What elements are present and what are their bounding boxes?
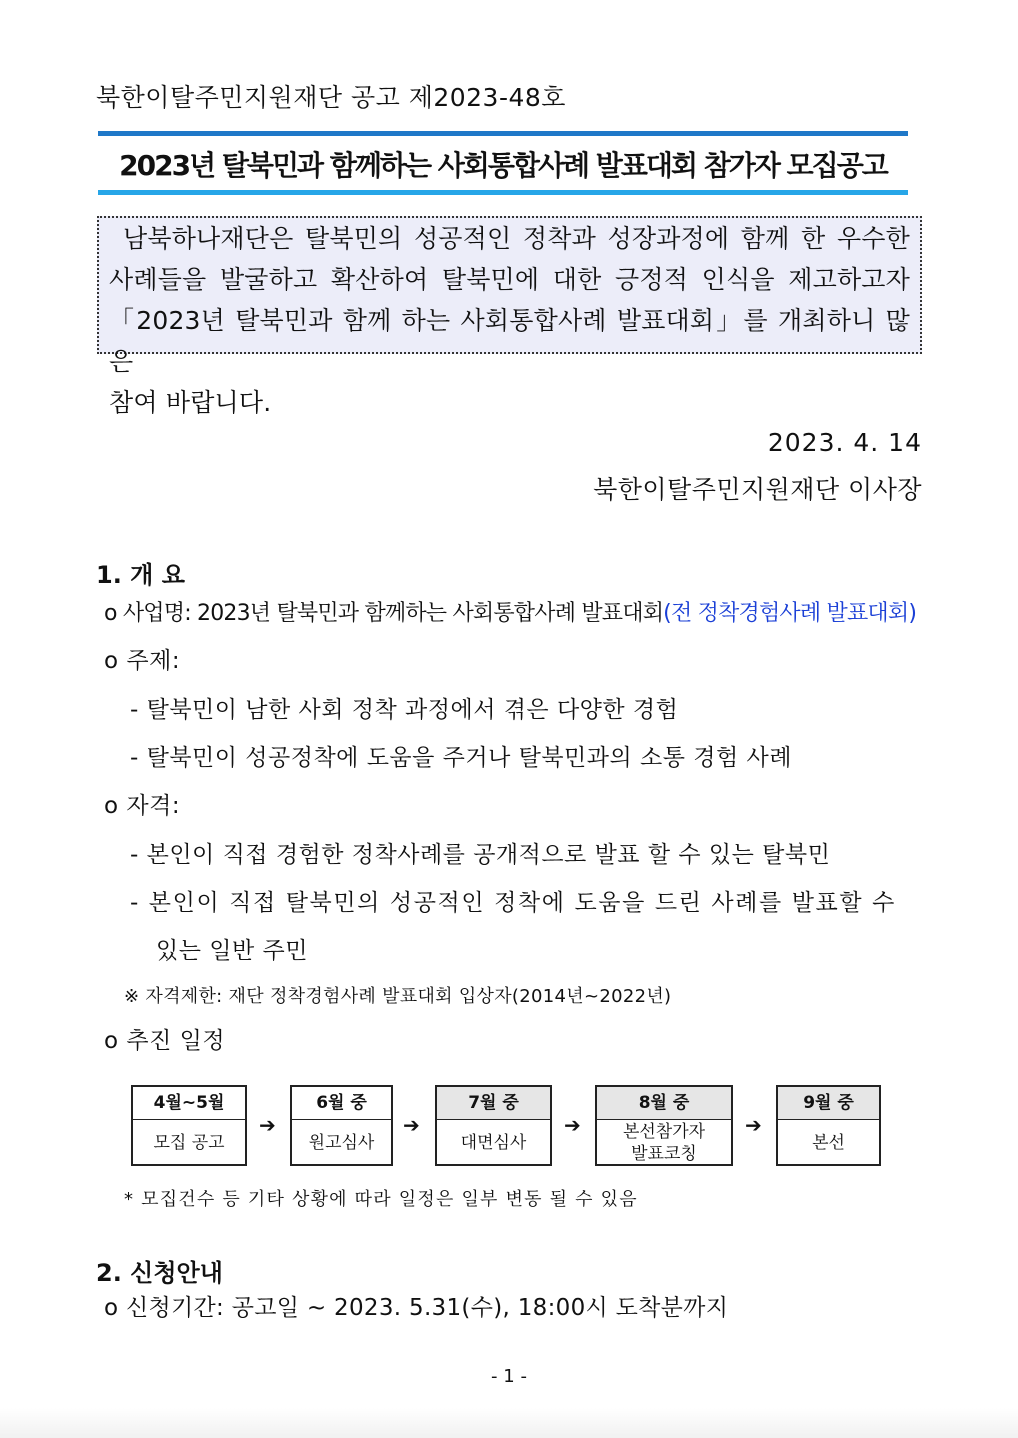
qualification-item-2-cont: 있는 일반 주민 bbox=[156, 938, 308, 964]
arrow-right-icon: ➔ bbox=[564, 1113, 581, 1137]
schedule-label: o 추진 일정 bbox=[104, 1028, 226, 1054]
topic-item-2: - 탈북민이 성공정착에 도움을 주거나 탈북민과의 소통 경험 사례 bbox=[130, 745, 792, 771]
intro-line-1: 남북하나재단은 탈북민의 성공적인 정착과 성장과정에 함께 한 우수한 bbox=[123, 224, 910, 253]
arrow-right-icon: ➔ bbox=[403, 1113, 420, 1137]
schedule-step-4-task bbox=[597, 1120, 731, 1165]
schedule-step-1-task: 모집 공고 bbox=[153, 1132, 225, 1153]
schedule-step-5-period: 9월 중 bbox=[778, 1087, 879, 1120]
notice-number: 북한이탈주민지원재단 공고 제2023-48호 bbox=[96, 83, 566, 112]
project-name-line bbox=[104, 596, 916, 627]
schedule-step-5-task: 본선 bbox=[812, 1132, 845, 1153]
schedule-step-4-period: 8월 중 bbox=[597, 1087, 731, 1120]
qualification-item-1: - 본인이 직접 경험한 정착사례를 공개적으로 발표 할 수 있는 탈북민 bbox=[130, 842, 831, 868]
schedule-step-4 bbox=[595, 1085, 733, 1166]
intro-line-4: 참여 바랍니다. bbox=[109, 388, 272, 417]
section-2-heading: 2. 신청안내 bbox=[96, 1259, 223, 1287]
project-name: o 사업명: 2023년 탈북민과 함께하는 사회통합사례 발표대회 bbox=[104, 601, 664, 626]
schedule-note: * 모집건수 등 기타 상황에 따라 일정은 일부 변동 될 수 있음 bbox=[124, 1189, 638, 1210]
schedule-step-3-task: 대면심사 bbox=[460, 1132, 527, 1153]
schedule-step-5 bbox=[776, 1085, 881, 1166]
schedule-step-2 bbox=[290, 1085, 393, 1166]
schedule-step-1-period: 4월~5월 bbox=[133, 1087, 245, 1120]
arrow-right-icon: ➔ bbox=[745, 1113, 762, 1137]
notice-date: 2023. 4. 14 bbox=[767, 428, 922, 457]
project-former-name: (전 정착경험사례 발표대회) bbox=[663, 601, 917, 626]
page-number: - 1 - bbox=[491, 1366, 527, 1387]
schedule-step-4-task-line-2: 발표코칭 bbox=[631, 1143, 697, 1164]
issuer: 북한이탈주민지원재단 이사장 bbox=[593, 475, 922, 504]
intro-line-2: 사례들을 발굴하고 확산하여 탈북민에 대한 긍정적 인식을 제고하고자 bbox=[109, 265, 910, 294]
topic-item-1: - 탈북민이 남한 사회 정착 과정에서 겪은 다양한 경험 bbox=[130, 697, 679, 723]
schedule-step-2-task: 원고심사 bbox=[308, 1132, 375, 1153]
schedule-step-3 bbox=[435, 1085, 552, 1166]
schedule-step-3-period: 7월 중 bbox=[437, 1087, 550, 1120]
page-bottom-shade bbox=[0, 1408, 1018, 1438]
topic-label: o 주제: bbox=[104, 648, 181, 674]
intro-box bbox=[97, 216, 922, 417]
qualification-item-2: - 본인이 직접 탈북민의 성공적인 정착에 도움을 드린 사례를 발표할 수 bbox=[130, 890, 896, 916]
title-rule-bottom bbox=[98, 190, 908, 195]
section-1-heading: 1. 개 요 bbox=[96, 561, 185, 589]
title-rule-top bbox=[98, 131, 908, 136]
intro-line-3: 「2023년 탈북민과 함께 하는 사회통합사례 발표대회」를 개최하니 많은 bbox=[109, 306, 910, 376]
application-period: o 신청기간: 공고일 ~ 2023. 5.31(수), 18:00시 도착분까지 bbox=[104, 1295, 729, 1321]
schedule-step-1 bbox=[131, 1085, 247, 1166]
page-title: 2023년 탈북민과 함께하는 사회통합사례 발표대회 참가자 모집공고 bbox=[119, 149, 887, 182]
schedule-step-4-task-line-1: 본선참가자 bbox=[622, 1121, 706, 1142]
qualification-label: o 자격: bbox=[104, 793, 181, 819]
arrow-right-icon: ➔ bbox=[259, 1113, 276, 1137]
schedule-step-2-period: 6월 중 bbox=[292, 1087, 391, 1120]
qualification-restriction-note: ※ 자격제한: 재단 정착경험사례 발표대회 입상자(2014년~2022년) bbox=[124, 986, 672, 1007]
